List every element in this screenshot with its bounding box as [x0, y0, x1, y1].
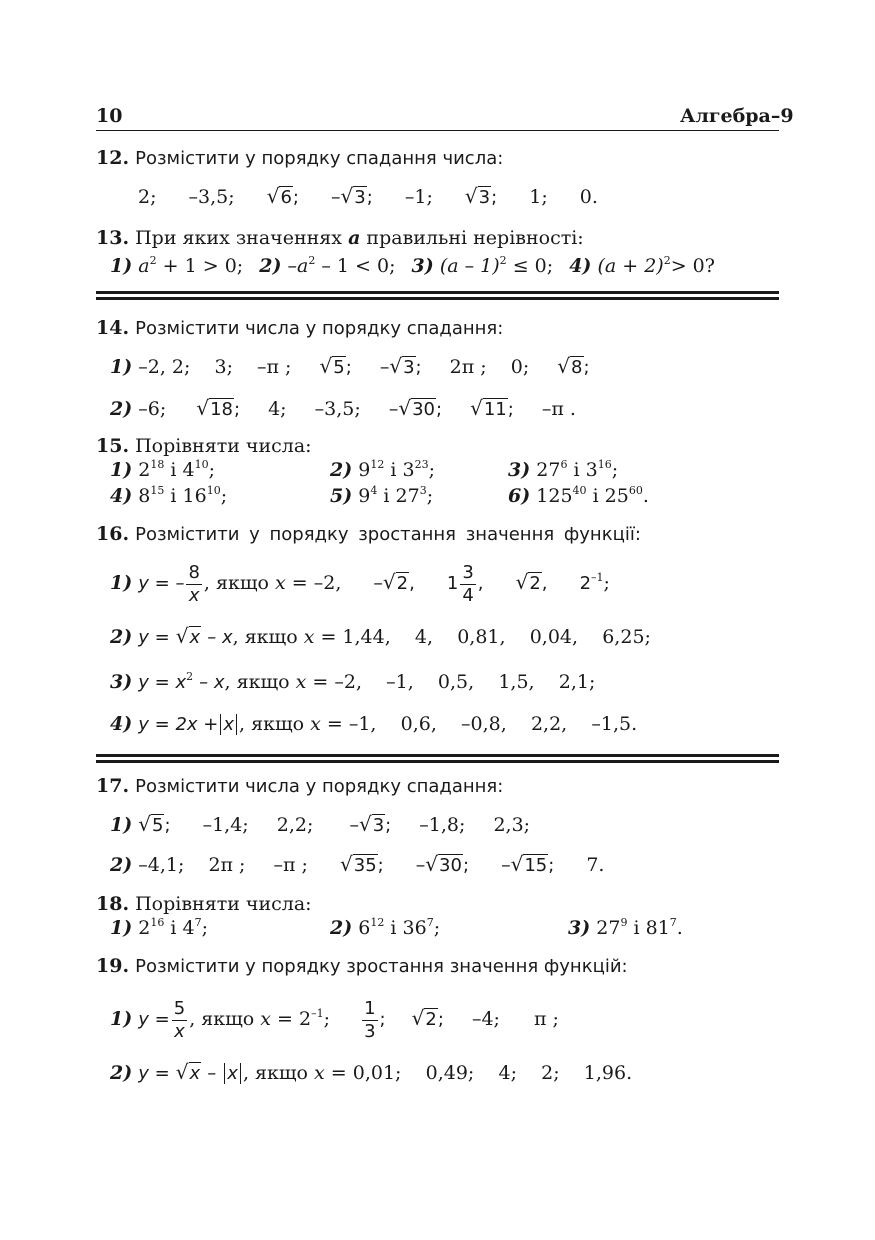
- problem-number: 19.: [96, 955, 130, 977]
- problem-17-title: [96, 774, 503, 799]
- problem-text: Розмістити у порядку зростання значення функції:: [135, 524, 641, 545]
- problem-text: Розмістити у порядку спадання числа:: [135, 148, 504, 169]
- problem-19-item-1: 1) y = $\frac{5}{x}$ , якщо $x = 2^{-1}$; $\frac{1}{3}$ ; √2; –4; π ;: [110, 997, 559, 1042]
- problem-14-row-2: 2) –6; √18; 4; –3,5; –√30; √11; –π .: [110, 396, 576, 420]
- problem-13-items: 1) $a^2 + 1 > 0$; 2) $-a^2 - 1 < 0$; 3) (a – 1)$^2$ ≤ 0; 4) $(a + 2)^2> 0$?: [110, 254, 715, 277]
- item: 0.: [579, 186, 598, 208]
- section-divider: [96, 754, 779, 757]
- problem-19-title: [96, 954, 628, 979]
- problem-14-row-1: 1) –2, 2; 3; –π ; √5; –√3; 2π ; 0; √8;: [110, 354, 590, 378]
- problem-16-title: [96, 522, 641, 547]
- problem-number: 13.: [96, 227, 130, 249]
- problem-15-item-3: 3) $27^6$ і $3^{16}$;: [508, 458, 619, 481]
- problem-number: 18.: [96, 893, 130, 915]
- page-number: 10: [96, 105, 123, 127]
- problem-12-items: 2; –3,5; √6; –√3; –1; √3; 1; 0.: [138, 184, 598, 208]
- problem-15-item-5: 5) $9^4$ і $27^3$;: [330, 484, 434, 507]
- problem-17-row-2: 2) –4,1; 2π ; –π ; √35; –√30; –√15; 7.: [110, 852, 605, 876]
- problem-text: Розмістити у порядку зростання значення функцій:: [135, 956, 628, 977]
- problem-18-item-2: 2) $6^{12}$ і $36^7$;: [330, 916, 441, 939]
- sqrt-item: √3: [464, 184, 491, 208]
- problem-17-row-1: 1) √5; –1,4; 2,2; –√3; –1,8; 2,3;: [110, 812, 531, 836]
- problem-16-item-2: 2) y = √x – x, якщо x = 1,44, 4, 0,81, 0,04, 6,25;: [110, 624, 651, 648]
- problem-15-item-6: 6) $125^{40}$ і $25^{60}$.: [508, 484, 649, 507]
- problem-16-item-3: 3) $y = x^2 - x$, якщо x = –2, –1, 0,5, 1,5, 2,1;: [110, 670, 596, 693]
- problem-number: 16.: [96, 523, 130, 545]
- problem-19-item-2: 2) y = √x – x , якщо x = 0,01; 0,49; 4; 2; 1,96.: [110, 1060, 633, 1084]
- problem-text: Порівняти числа:: [135, 893, 312, 915]
- problem-number: 15.: [96, 435, 130, 457]
- problem-text: При яких значеннях: [135, 227, 343, 249]
- item: 2;: [138, 186, 157, 208]
- problem-text: правильні нерівності:: [366, 227, 584, 249]
- sqrt-item: √3: [340, 184, 366, 208]
- problem-12-title: [96, 146, 503, 171]
- section-divider: [96, 760, 779, 763]
- problem-number: 17.: [96, 775, 130, 797]
- problem-number: 14.: [96, 317, 130, 339]
- sqrt-item: √6: [266, 184, 292, 208]
- problem-16-item-1: 1) y = – $\frac{8}{x}$ , якщо x = –2, –√2, 1 $\frac{3}{4}$ , √2, $2^{-1}$;: [110, 561, 610, 606]
- problem-text: Порівняти числа:: [135, 435, 312, 457]
- problem-number: 12.: [96, 147, 130, 169]
- variable: a: [348, 227, 361, 249]
- item: –1;: [404, 186, 433, 208]
- problem-18-item-3: 3) $27^9$ і $81^7$.: [568, 916, 683, 939]
- problem-18-item-1: 1) $2^{16}$ і $4^7$;: [110, 916, 209, 939]
- problem-text: Розмістити числа у порядку спадання:: [135, 318, 504, 339]
- section-divider: [96, 291, 779, 294]
- problem-text: Розмістити числа у порядку спадання:: [135, 776, 504, 797]
- problem-18-title: [96, 892, 312, 916]
- problem-13-title: [96, 226, 584, 250]
- problem-15-title: [96, 434, 312, 458]
- problem-14-title: [96, 316, 503, 341]
- problem-15-item-4: 4) $8^{15}$ і $16^{10}$;: [110, 484, 228, 507]
- item: –3,5;: [188, 186, 235, 208]
- problem-15-item-2: 2) $9^{12}$ і $3^{23}$;: [330, 458, 436, 481]
- header-rule: [96, 130, 779, 131]
- problem-16-item-4: 4) y = 2x + x , якщо x = –1, 0,6, –0,8, 2,2, –1,5.: [110, 713, 638, 735]
- section-divider: [96, 297, 779, 300]
- problem-15-item-1: 1) $2^{18}$ і $4^{10}$;: [110, 458, 216, 481]
- item: 1;: [529, 186, 548, 208]
- book-title: Алгебра–9: [680, 105, 794, 127]
